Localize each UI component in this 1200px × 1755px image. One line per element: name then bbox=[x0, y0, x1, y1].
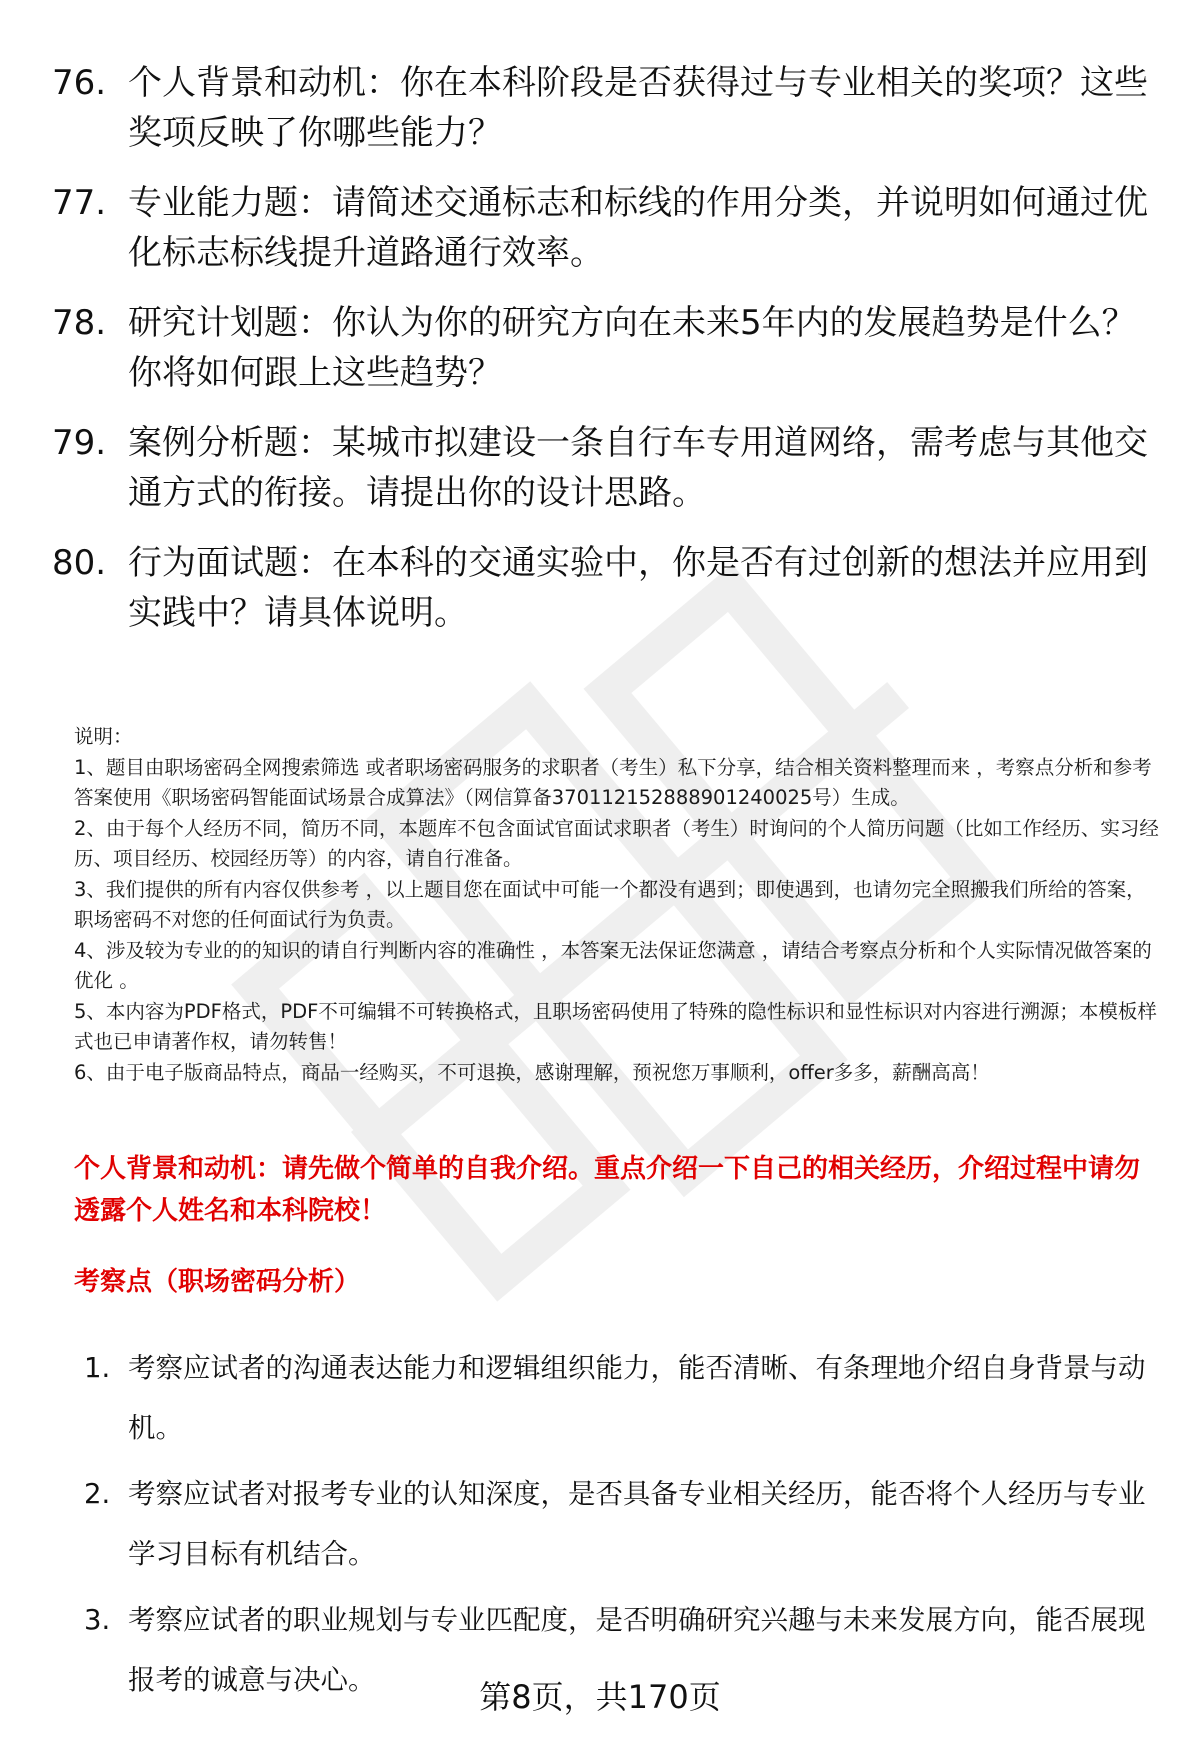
question-item bbox=[52, 178, 1152, 278]
notes-title: 说明： bbox=[74, 725, 133, 748]
note-item: 4、涉及较为专业的的知识的请自行判断内容的准确性 ，本答案无法保证您满意 ，请结合考察点分析和个人实际情况做答案的优化 。 bbox=[74, 938, 1152, 992]
disclaimer-notes bbox=[74, 722, 1164, 1088]
question-number: 79. bbox=[52, 423, 107, 463]
question-text: 案例分析题：某城市拟建设一条自行车专用道网络，需考虑与其他交通方式的衔接。请提出你的设计思路。 bbox=[128, 423, 1148, 513]
note-item: 2、由于每个人经历不同，简历不同，本题库不包含面试官面试求职者（考生）时询问的个人简历问题（比如工作经历、实习经历、项目经历、校园经历等）的内容，请自行准备。 bbox=[74, 816, 1159, 870]
point-number: 3. bbox=[84, 1604, 111, 1636]
note-item: 6、由于电子版商品特点，商品一经购买，不可退换，感谢理解，预祝您万事顺利，offer多多，薪酬高高！ bbox=[74, 1060, 990, 1084]
section-subheading: 考察点（职场密码分析） bbox=[74, 1267, 361, 1297]
point-number: 1. bbox=[84, 1352, 111, 1384]
page-footer: 第8页，共170页 bbox=[479, 1678, 721, 1716]
note-item: 3、我们提供的所有内容仅供参考 ，以上题目您在面试中可能一个都没有遇到；即使遇到，也请勿完全照搬我们所给的答案，职场密码不对您的任何面试行为负责。 bbox=[74, 877, 1146, 931]
question-number: 78. bbox=[52, 303, 107, 343]
assessment-points bbox=[84, 1338, 1154, 1716]
question-number: 77. bbox=[52, 183, 107, 223]
question-text: 专业能力题：请简述交通标志和标线的作用分类，并说明如何通过优化标志标线提升道路通行效率。 bbox=[128, 183, 1148, 273]
assessment-point bbox=[84, 1338, 1154, 1458]
note-item: 1、题目由职场密码全网搜索筛选 或者职场密码服务的求职者（考生）私下分享，结合相关资料整理而来 ，考察点分析和参考答案使用《职场密码智能面试场景合成算法》（网信算备370112152888901240025号）生成。 bbox=[74, 755, 1152, 809]
assessment-point bbox=[84, 1464, 1154, 1584]
point-text: 考察应试者对报考专业的认知深度，是否具备专业相关经历，能否将个人经历与专业学习目标有机结合。 bbox=[128, 1478, 1146, 1570]
section-heading: 个人背景和动机：请先做个简单的自我介绍。重点介绍一下自己的相关经历，介绍过程中请勿透露个人姓名和本科院校！ bbox=[74, 1154, 1141, 1226]
point-number: 2. bbox=[84, 1478, 111, 1510]
question-number: 80. bbox=[52, 543, 107, 583]
question-item bbox=[52, 418, 1152, 518]
question-text: 个人背景和动机：你在本科阶段是否获得过与专业相关的奖项？这些奖项反映了你哪些能力？ bbox=[128, 63, 1148, 153]
question-item bbox=[52, 58, 1152, 158]
question-text: 研究计划题：你认为你的研究方向在未来5年内的发展趋势是什么？你将如何跟上这些趋势？ bbox=[128, 303, 1136, 393]
note-item: 5、本内容为PDF格式，PDF不可编辑不可转换格式，且职场密码使用了特殊的隐性标识和显性标识对内容进行溯源；本模板样式也已申请著作权，请勿转售！ bbox=[74, 999, 1157, 1053]
point-text: 考察应试者的沟通表达能力和逻辑组织能力，能否清晰、有条理地介绍自身背景与动机。 bbox=[128, 1352, 1146, 1444]
question-item bbox=[52, 538, 1152, 638]
question-number: 76. bbox=[52, 63, 107, 103]
point-text: 考察应试者的职业规划与专业匹配度，是否明确研究兴趣与未来发展方向，能否展现报考的诚意与决心。 bbox=[128, 1604, 1146, 1696]
question-list bbox=[52, 58, 1152, 658]
question-item bbox=[52, 298, 1152, 398]
question-text: 行为面试题：在本科的交通实验中，你是否有过创新的想法并应用到实践中？请具体说明。 bbox=[128, 543, 1148, 633]
